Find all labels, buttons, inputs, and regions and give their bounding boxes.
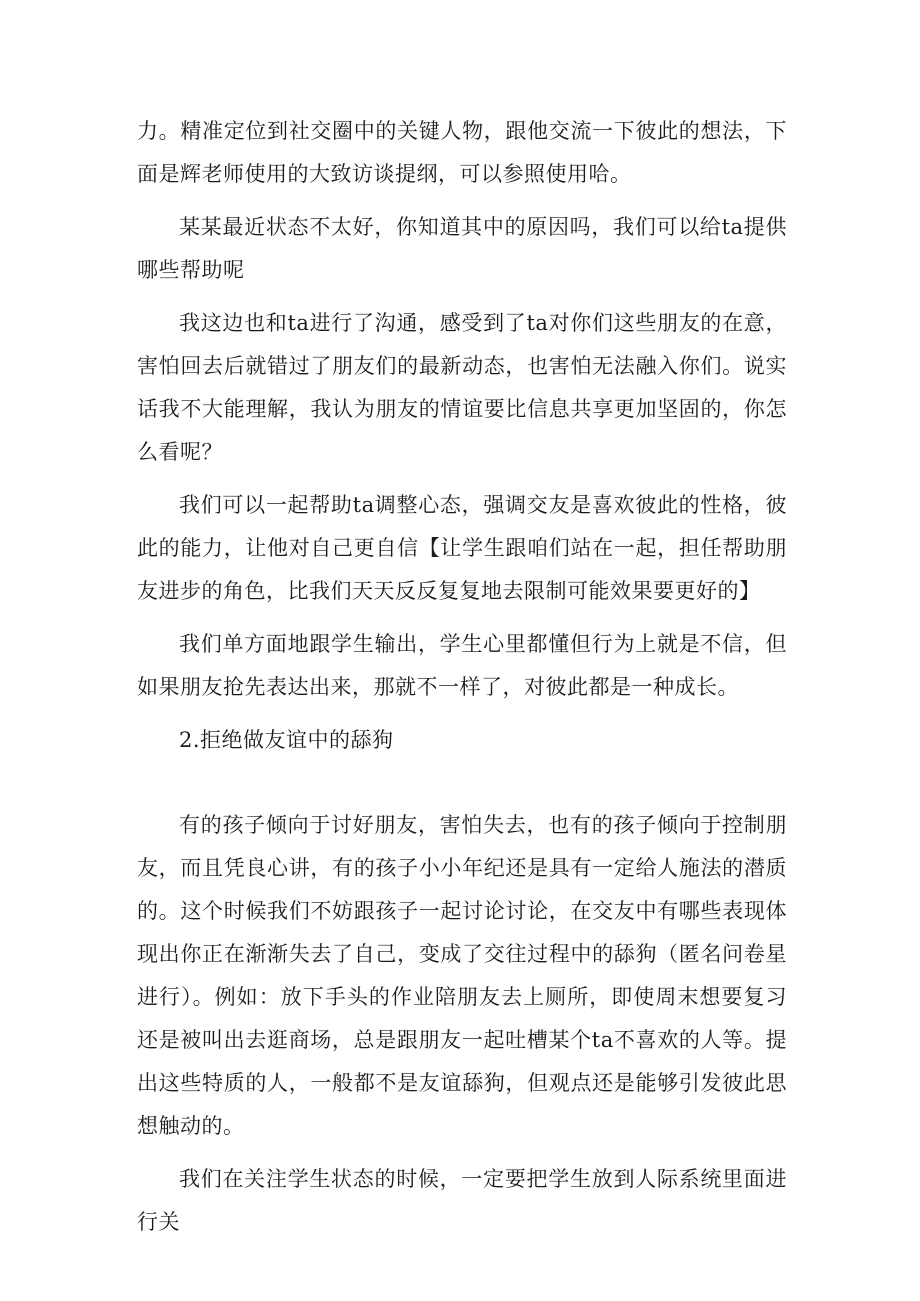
paragraph-interview-question: 某某最近状态不太好，你知道其中的原因吗，我们可以给ta提供哪些帮助呢 [137,215,787,282]
section-heading: 2.拒绝做友谊中的舔狗 [179,728,394,752]
paragraph-help-adjust: 我们可以一起帮助ta调整心态，强调交友是喜欢彼此的性格，彼此的能力，让他对自己更自信【让学生跟咱们站在一起，担任帮助朋友进步的角色，比我们天天反反复复地去限制可能效果要更好的】 [137,493,787,603]
paragraph-one-way-output: 我们单方面地跟学生输出，学生心里都懂但行为上就是不信，但如果朋友抢先表达出来，那就不一样了，对彼此都是一种成长。 [137,632,787,699]
paragraph-continuation: 力。精准定位到社交圈中的关键人物，跟他交流一下彼此的想法，下面是辉老师使用的大致访谈提纲，可以参照使用哈。 [137,119,787,186]
paragraph-communication: 我这边也和ta进行了沟通，感受到了ta对你们这些朋友的在意，害怕回去后就错过了朋友们的最新动态，也害怕无法融入你们。说实话我不大能理解，我认为朋友的情谊要比信息共享更加坚固的，你怎么看呢？ [137,311,787,464]
paragraph-pleasing-friends: 有的孩子倾向于讨好朋友，害怕失去，也有的孩子倾向于控制朋友，而且凭良心讲，有的孩子小小年纪还是具有一定给人施法的潜质的。这个时候我们不妨跟孩子一起讨论讨论，在交友中有哪些表现体现出你正在渐渐失去了自己，变成了交往过程中的舔狗（匿名问卷星进行）。例如：放下手头的作业陪朋友去上厕所，即使周末想要复习还是被叫出去逛商场，总是跟朋友一起吐槽某个ta不喜欢的人等。提出这些特质的人，一般都不是友谊舔狗，但观点还是能够引发彼此思想触动的。 [137,813,787,1138]
paragraph-student-status: 我们在关注学生状态的时候，一定要把学生放到人际系统里面进行关 [137,1167,787,1234]
document-body [137,110,787,1254]
